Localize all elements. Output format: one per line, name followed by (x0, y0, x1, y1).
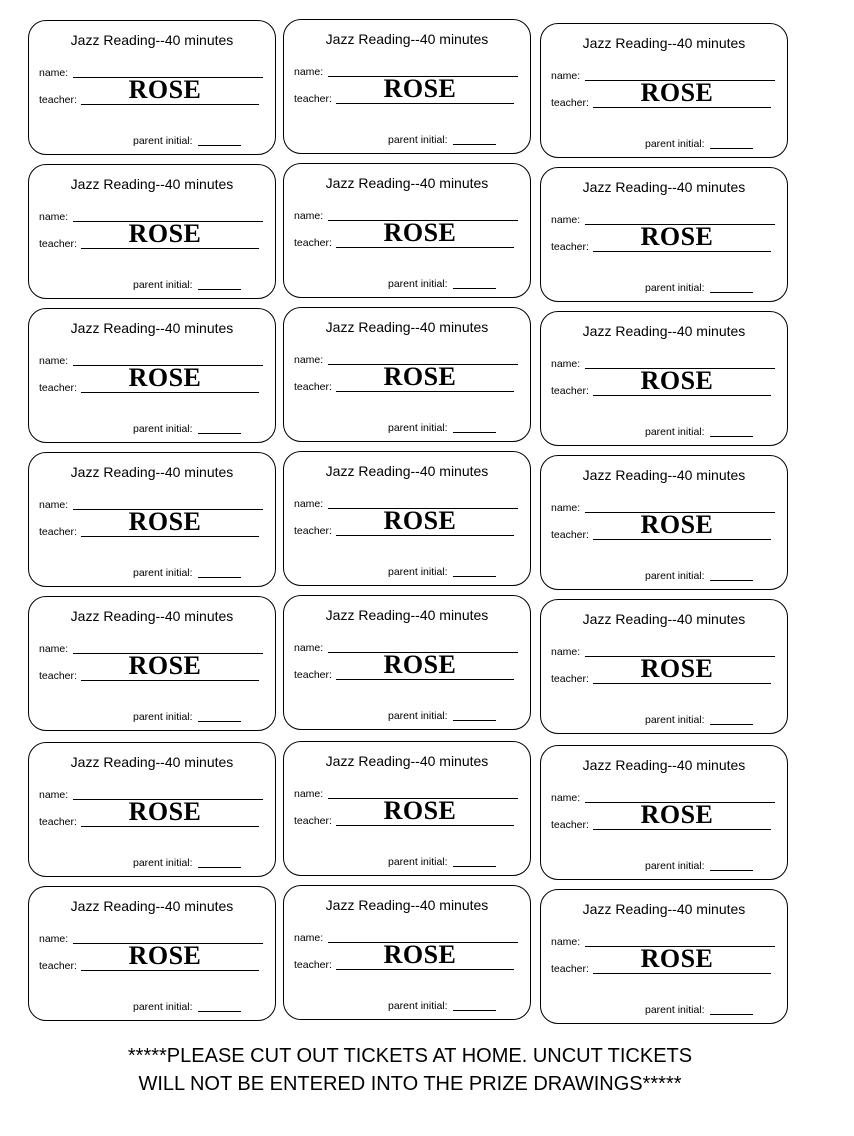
parent-initial-line (198, 1011, 241, 1012)
ticket-title: Jazz Reading--40 minutes (582, 179, 746, 195)
parent-initial-label: parent initial: (645, 282, 705, 294)
teacher-label: teacher: (294, 959, 332, 971)
teacher-label: teacher: (294, 381, 332, 393)
student-name: ROSE (383, 796, 457, 825)
student-name: ROSE (640, 510, 714, 539)
student-name: ROSE (128, 651, 202, 680)
parent-initial-line (198, 577, 241, 578)
teacher-label: teacher: (39, 94, 77, 106)
reading-ticket (540, 311, 788, 446)
parent-initial-line (453, 866, 496, 867)
reading-ticket (540, 23, 788, 158)
student-name: ROSE (383, 506, 457, 535)
parent-initial-line (710, 148, 753, 149)
reading-ticket (540, 745, 788, 880)
reading-ticket (28, 164, 276, 299)
name-label: name: (551, 792, 581, 804)
student-name: ROSE (640, 78, 714, 107)
ticket-title: Jazz Reading--40 minutes (70, 176, 234, 192)
name-label: name: (294, 788, 324, 800)
name-label: name: (39, 789, 69, 801)
teacher-label: teacher: (39, 670, 77, 682)
student-name: ROSE (128, 363, 202, 392)
ticket-title: Jazz Reading--40 minutes (325, 753, 489, 769)
parent-initial-line (453, 288, 496, 289)
name-label: name: (551, 70, 581, 82)
reading-ticket (283, 307, 531, 442)
teacher-label: teacher: (551, 819, 589, 831)
parent-initial-line (198, 145, 241, 146)
reading-ticket (283, 885, 531, 1020)
name-label: name: (551, 214, 581, 226)
parent-initial-line (198, 289, 241, 290)
name-label: name: (551, 358, 581, 370)
ticket-title: Jazz Reading--40 minutes (325, 31, 489, 47)
student-name: ROSE (640, 944, 714, 973)
name-label: name: (294, 932, 324, 944)
student-name: ROSE (640, 366, 714, 395)
parent-initial-label: parent initial: (133, 1001, 193, 1013)
parent-initial-line (710, 292, 753, 293)
reading-ticket (28, 886, 276, 1021)
name-label: name: (39, 499, 69, 511)
student-name: ROSE (128, 219, 202, 248)
parent-initial-line (710, 870, 753, 871)
reading-ticket (28, 596, 276, 731)
name-label: name: (294, 66, 324, 78)
ticket-title: Jazz Reading--40 minutes (582, 611, 746, 627)
parent-initial-label: parent initial: (645, 714, 705, 726)
parent-initial-line (453, 144, 496, 145)
teacher-label: teacher: (294, 237, 332, 249)
teacher-label: teacher: (39, 382, 77, 394)
ticket-title: Jazz Reading--40 minutes (325, 607, 489, 623)
parent-initial-line (198, 433, 241, 434)
ticket-title: Jazz Reading--40 minutes (325, 897, 489, 913)
reading-ticket (540, 167, 788, 302)
student-name: ROSE (128, 941, 202, 970)
reading-ticket (540, 455, 788, 590)
student-name: ROSE (128, 75, 202, 104)
name-label: name: (294, 210, 324, 222)
parent-initial-label: parent initial: (133, 135, 193, 147)
parent-initial-line (198, 721, 241, 722)
ticket-title: Jazz Reading--40 minutes (325, 319, 489, 335)
parent-initial-line (198, 867, 241, 868)
name-label: name: (551, 646, 581, 658)
reading-ticket (28, 452, 276, 587)
parent-initial-label: parent initial: (645, 426, 705, 438)
name-label: name: (39, 211, 69, 223)
name-label: name: (39, 355, 69, 367)
teacher-label: teacher: (551, 241, 589, 253)
student-name: ROSE (383, 362, 457, 391)
parent-initial-line (710, 1014, 753, 1015)
parent-initial-line (710, 724, 753, 725)
teacher-label: teacher: (551, 385, 589, 397)
parent-initial-line (710, 580, 753, 581)
teacher-label: teacher: (39, 238, 77, 250)
parent-initial-label: parent initial: (133, 423, 193, 435)
parent-initial-label: parent initial: (388, 710, 448, 722)
reading-ticket (540, 889, 788, 1024)
name-label: name: (39, 933, 69, 945)
teacher-label: teacher: (551, 529, 589, 541)
student-name: ROSE (383, 218, 457, 247)
name-label: name: (551, 936, 581, 948)
teacher-label: teacher: (39, 526, 77, 538)
student-name: ROSE (640, 654, 714, 683)
teacher-label: teacher: (39, 960, 77, 972)
reading-ticket (283, 19, 531, 154)
teacher-label: teacher: (551, 963, 589, 975)
ticket-title: Jazz Reading--40 minutes (70, 754, 234, 770)
parent-initial-label: parent initial: (388, 134, 448, 146)
parent-initial-label: parent initial: (133, 711, 193, 723)
name-label: name: (294, 642, 324, 654)
name-label: name: (294, 498, 324, 510)
ticket-title: Jazz Reading--40 minutes (582, 467, 746, 483)
reading-ticket (28, 742, 276, 877)
reading-ticket (283, 163, 531, 298)
parent-initial-label: parent initial: (133, 567, 193, 579)
parent-initial-line (453, 432, 496, 433)
ticket-title: Jazz Reading--40 minutes (582, 323, 746, 339)
student-name: ROSE (640, 222, 714, 251)
student-name: ROSE (383, 74, 457, 103)
teacher-label: teacher: (551, 97, 589, 109)
teacher-label: teacher: (294, 815, 332, 827)
ticket-title: Jazz Reading--40 minutes (70, 608, 234, 624)
ticket-title: Jazz Reading--40 minutes (70, 464, 234, 480)
cut-out-notice: *****PLEASE CUT OUT TICKETS AT HOME. UNCUT TICKETS WILL NOT BE ENTERED INTO THE PRIZE DRAWINGS***** (127, 1045, 693, 1095)
teacher-label: teacher: (39, 816, 77, 828)
teacher-label: teacher: (551, 673, 589, 685)
parent-initial-label: parent initial: (133, 857, 193, 869)
parent-initial-label: parent initial: (645, 1004, 705, 1016)
parent-initial-label: parent initial: (388, 566, 448, 578)
student-name: ROSE (383, 940, 457, 969)
reading-ticket (540, 599, 788, 734)
parent-initial-line (453, 1010, 496, 1011)
reading-ticket (28, 308, 276, 443)
name-label: name: (39, 643, 69, 655)
parent-initial-line (710, 436, 753, 437)
teacher-label: teacher: (294, 669, 332, 681)
ticket-title: Jazz Reading--40 minutes (582, 757, 746, 773)
ticket-title: Jazz Reading--40 minutes (325, 175, 489, 191)
ticket-title: Jazz Reading--40 minutes (582, 901, 746, 917)
parent-initial-label: parent initial: (388, 856, 448, 868)
ticket-title: Jazz Reading--40 minutes (582, 35, 746, 51)
reading-ticket (283, 451, 531, 586)
ticket-title: Jazz Reading--40 minutes (70, 32, 234, 48)
name-label: name: (294, 354, 324, 366)
reading-ticket (28, 20, 276, 155)
student-name: ROSE (383, 650, 457, 679)
student-name: ROSE (640, 800, 714, 829)
parent-initial-line (453, 576, 496, 577)
name-label: name: (39, 67, 69, 79)
parent-initial-label: parent initial: (388, 422, 448, 434)
parent-initial-label: parent initial: (645, 860, 705, 872)
parent-initial-label: parent initial: (388, 278, 448, 290)
parent-initial-label: parent initial: (388, 1000, 448, 1012)
reading-ticket (283, 595, 531, 730)
ticket-title: Jazz Reading--40 minutes (70, 898, 234, 914)
teacher-label: teacher: (294, 525, 332, 537)
parent-initial-line (453, 720, 496, 721)
name-label: name: (551, 502, 581, 514)
ticket-title: Jazz Reading--40 minutes (325, 463, 489, 479)
parent-initial-label: parent initial: (645, 138, 705, 150)
teacher-label: teacher: (294, 93, 332, 105)
reading-ticket (283, 741, 531, 876)
parent-initial-label: parent initial: (645, 570, 705, 582)
student-name: ROSE (128, 797, 202, 826)
parent-initial-label: parent initial: (133, 279, 193, 291)
student-name: ROSE (128, 507, 202, 536)
ticket-title: Jazz Reading--40 minutes (70, 320, 234, 336)
